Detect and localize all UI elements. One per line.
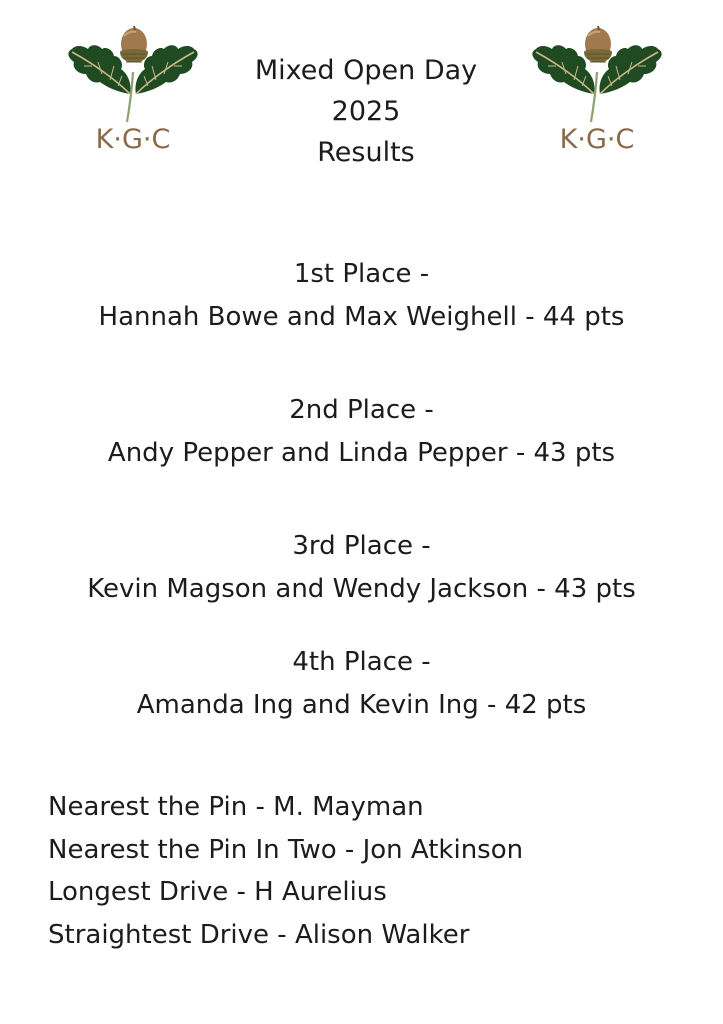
title-line-year: 2025 bbox=[331, 96, 401, 127]
acorn-oak-leaves-icon bbox=[58, 22, 208, 127]
place-winners: Hannah Bowe and Max Weighell - 44 pts bbox=[98, 302, 625, 332]
logo-text: K·G·C bbox=[559, 124, 635, 155]
place-winners: Amanda Ing and Kevin Ing - 42 pts bbox=[136, 690, 587, 720]
place-label: 3rd Place - bbox=[292, 531, 431, 561]
acorn-oak-leaves-icon bbox=[522, 22, 672, 127]
title-line-event: Mixed Open Day bbox=[254, 55, 478, 86]
award-straightest-drive: Straightest Drive - Alison Walker bbox=[48, 919, 470, 950]
place-label: 1st Place - bbox=[293, 259, 430, 289]
page-title bbox=[216, 50, 516, 173]
award-longest-drive: Longest Drive - H Aurelius bbox=[48, 877, 387, 907]
place-4 bbox=[0, 641, 723, 727]
award-nearest-pin-in-two: Nearest the Pin In Two - Jon Atkinson bbox=[48, 834, 524, 865]
place-2 bbox=[0, 389, 723, 475]
kgc-logo-right bbox=[522, 22, 672, 162]
place-3 bbox=[0, 525, 723, 611]
place-label: 2nd Place - bbox=[289, 395, 434, 425]
kgc-logo-left bbox=[58, 22, 208, 162]
place-winners: Kevin Magson and Wendy Jackson - 43 pts bbox=[87, 574, 636, 604]
title-line-results: Results bbox=[317, 137, 415, 168]
place-winners: Andy Pepper and Linda Pepper - 43 pts bbox=[107, 438, 616, 468]
logo-text: K·G·C bbox=[95, 124, 171, 155]
place-1 bbox=[0, 253, 723, 339]
award-nearest-pin: Nearest the Pin - M. Mayman bbox=[48, 792, 424, 822]
place-label: 4th Place - bbox=[292, 647, 431, 677]
special-awards-list bbox=[48, 786, 523, 956]
